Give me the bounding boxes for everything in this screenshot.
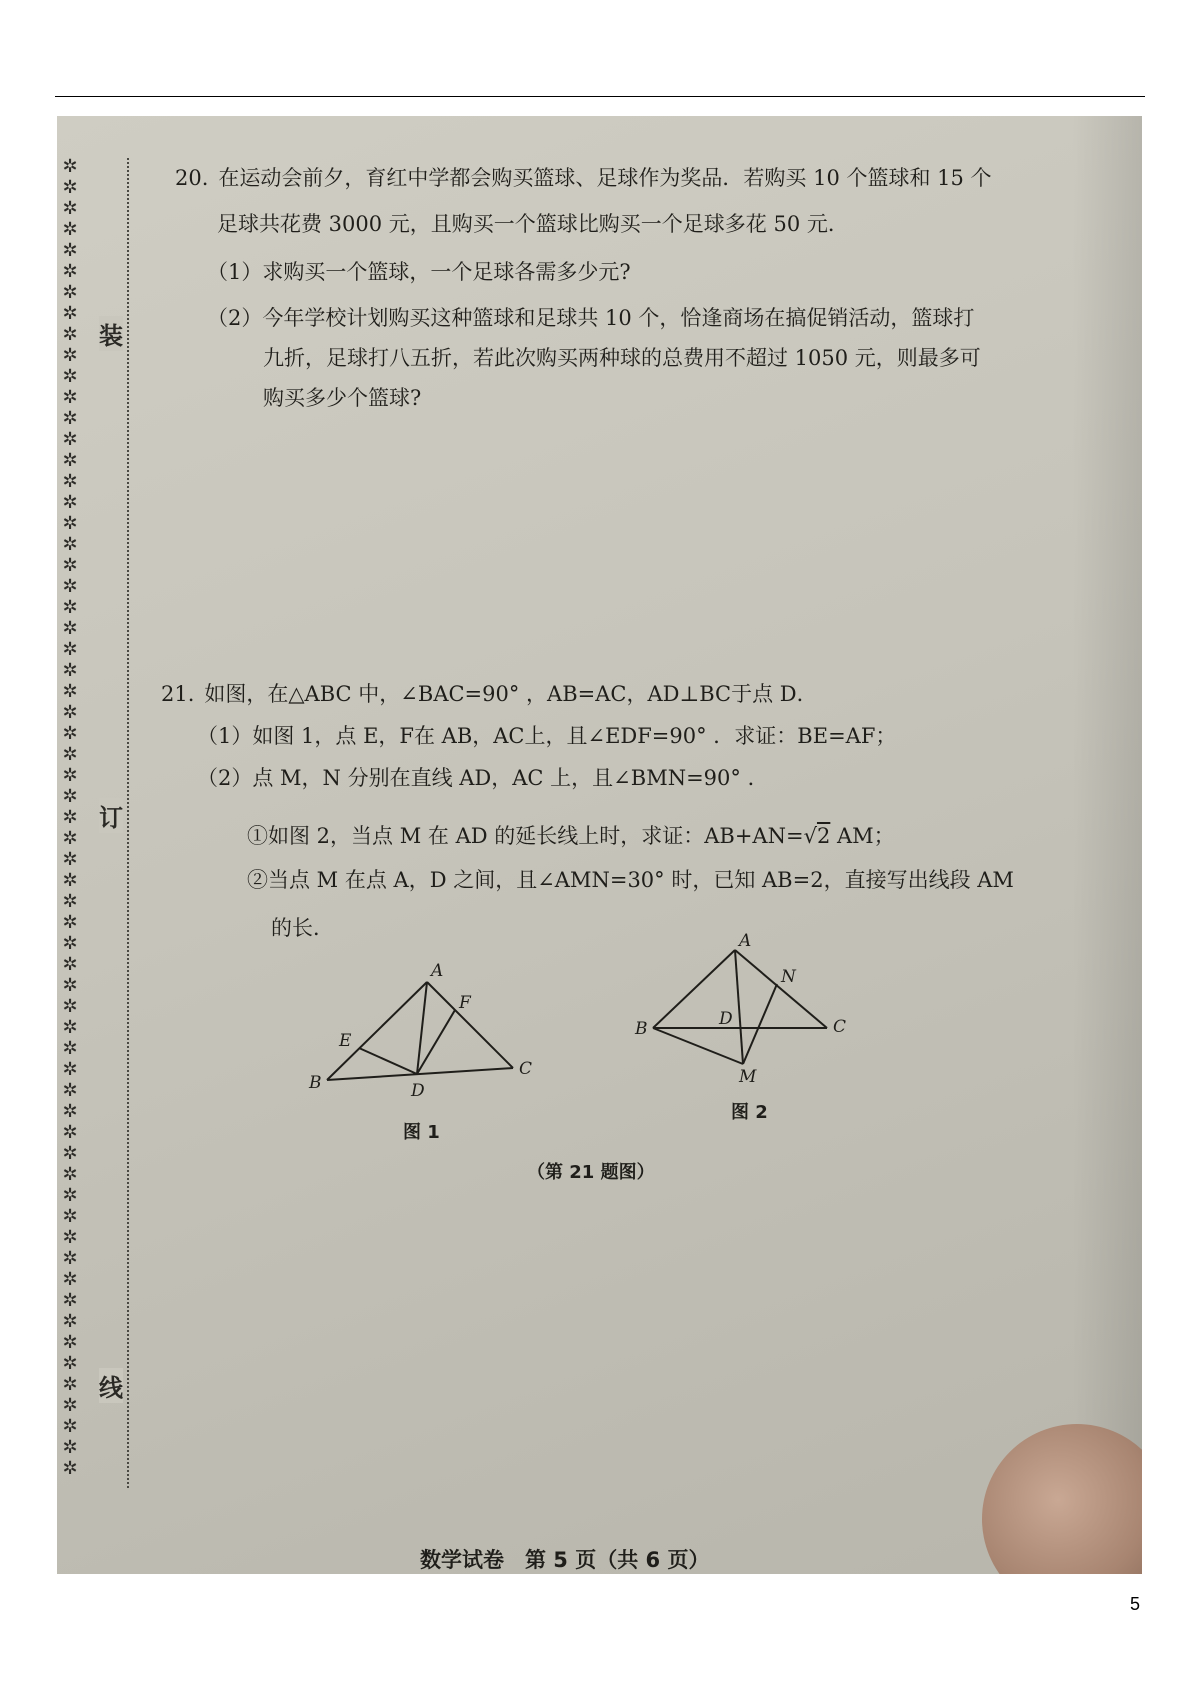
gear-ornament-icon: ✲ — [62, 1185, 78, 1206]
gear-ornament-icon: ✲ — [62, 828, 78, 849]
gear-ornament-icon: ✲ — [62, 219, 78, 240]
gear-ornament-icon: ✲ — [62, 429, 78, 450]
fig2-label-m: M — [739, 1067, 757, 1086]
binding-mark-xian: 线 — [99, 1368, 123, 1403]
fig2-label-d: D — [719, 1009, 733, 1029]
gear-ornament-icon: ✲ — [62, 1164, 78, 1185]
binding-mark-ding: 订 — [99, 798, 123, 833]
fig2-segment-bm — [653, 1028, 743, 1064]
gear-ornament-icon: ✲ — [62, 345, 78, 366]
gear-ornament-icon: ✲ — [62, 954, 78, 975]
gear-ornament-icon: ✲ — [62, 1374, 78, 1395]
q21-number: 21. — [161, 682, 195, 706]
gear-ornament-icon: ✲ — [62, 786, 78, 807]
gear-ornament-icon: ✲ — [62, 996, 78, 1017]
gear-ornament-icon: ✲ — [62, 1143, 78, 1164]
gear-ornament-icon: ✲ — [62, 681, 78, 702]
gear-ornament-icon: ✲ — [62, 912, 78, 933]
page-number: 5 — [1130, 1594, 1141, 1614]
q21-stem-text: 如图，在△ABC 中，∠BAC=90° ，AB=AC，AD⊥BC于点 D． — [204, 682, 818, 706]
q20-line1 — [175, 162, 992, 192]
figure-2 — [627, 926, 897, 1086]
gear-ornament-icon: ✲ — [62, 933, 78, 954]
gear-ornament-icon: ✲ — [62, 1038, 78, 1059]
gear-ornament-icon: ✲ — [62, 723, 78, 744]
gear-ornament-icon: ✲ — [62, 1227, 78, 1248]
gear-ornament-icon: ✲ — [62, 1332, 78, 1353]
q20-part1: （1）求购买一个篮球，一个足球各需多少元? — [207, 260, 631, 284]
q21-sub2-line2: 的长． — [271, 916, 334, 940]
gear-ornament-icon: ✲ — [62, 660, 78, 681]
gear-ornament-icon: ✲ — [62, 555, 78, 576]
sqrt-symbol: √ — [803, 824, 817, 848]
gear-ornament-icon: ✲ — [62, 366, 78, 387]
gear-ornament-icon: ✲ — [62, 891, 78, 912]
figure-2-caption: 图 2 — [731, 1102, 768, 1123]
fig1-label-d: D — [411, 1081, 425, 1101]
fig1-label-a: A — [431, 961, 444, 981]
fig2-label-a: A — [739, 931, 752, 951]
gear-ornament-icon: ✲ — [62, 870, 78, 891]
gear-ornament-icon: ✲ — [62, 156, 78, 177]
fig2-label-c: C — [833, 1017, 847, 1037]
gear-ornament-icon: ✲ — [62, 450, 78, 471]
gear-ornament-icon: ✲ — [62, 1080, 78, 1101]
q20-part2-line2: 九折，足球打八五折，若此次购买两种球的总费用不超过 1050 元，则最多可 — [263, 346, 981, 370]
gear-ornament-icon: ✲ — [62, 1416, 78, 1437]
gear-ornament-icon: ✲ — [62, 618, 78, 639]
gear-ornament-icon: ✲ — [62, 324, 78, 345]
gear-ornament-icon: ✲ — [62, 597, 78, 618]
gear-ornament-icon: ✲ — [62, 744, 78, 765]
gear-ornament-icon: ✲ — [62, 639, 78, 660]
gear-ornament-icon: ✲ — [62, 282, 78, 303]
exam-footer: 数学试卷 第 5 页（共 6 页） — [420, 1548, 710, 1572]
q20-text-1: 在运动会前夕，育红中学都会购买篮球、足球作为奖品．若购买 10 个篮球和 15 个 — [218, 166, 992, 190]
q20-part2-line1: （2）今年学校计划购买这种篮球和足球共 10 个，恰逢商场在搞促销活动，篮球打 — [207, 306, 975, 330]
sqrt-radicand: 2 — [816, 824, 831, 848]
gear-ornament-icon: ✲ — [62, 513, 78, 534]
gear-ornament-icon: ✲ — [62, 1290, 78, 1311]
fig1-label-c: C — [519, 1059, 533, 1079]
q20-part2-line3: 购买多少个篮球? — [263, 386, 422, 410]
gear-ornament-icon: ✲ — [62, 1353, 78, 1374]
fig1-label-f: F — [459, 993, 471, 1013]
top-rule — [55, 96, 1145, 97]
gear-ornament-icon: ✲ — [62, 1311, 78, 1332]
gear-ornament-icon: ✲ — [62, 387, 78, 408]
q20-line2: 足球共花费 3000 元，且购买一个篮球比购买一个足球多花 50 元． — [217, 212, 849, 236]
figure-1 — [297, 956, 577, 1106]
gear-ornament-icon: ✲ — [62, 1206, 78, 1227]
binding-dotted-line — [127, 158, 129, 1488]
q21-stem — [161, 678, 818, 708]
fig1-segment-ed — [359, 1048, 417, 1074]
fig2-segment-ac — [735, 950, 827, 1028]
q21-sub2-line1: ②当点 M 在点 A，D 之间，且∠AMN=30° 时，已知 AB=2，直接写出线段 AM — [247, 868, 1014, 892]
gear-ornament-icon: ✲ — [62, 1101, 78, 1122]
exam-photo — [57, 116, 1142, 1574]
figure-1-caption: 图 1 — [403, 1122, 440, 1143]
gear-ornament-icon: ✲ — [62, 807, 78, 828]
gear-ornament-icon: ✲ — [62, 492, 78, 513]
gear-ornament-icon: ✲ — [62, 1437, 78, 1458]
page-shadow — [1072, 116, 1142, 1574]
gear-ornament-icon: ✲ — [62, 975, 78, 996]
gear-ornament-icon: ✲ — [62, 1269, 78, 1290]
q21-sub1-prefix: ①如图 2，当点 M 在 AD 的延长线上时，求证：AB+AN= — [247, 824, 804, 848]
fig1-label-e: E — [339, 1031, 352, 1051]
q21-sub1-suffix: AM； — [830, 824, 895, 848]
gear-ornament-icon: ✲ — [62, 765, 78, 786]
gear-ornament-icon: ✲ — [62, 1122, 78, 1143]
q21-part2: （2）点 M，N 分别在直线 AD，AC 上，且∠BMN=90° ． — [197, 766, 769, 790]
question-21-figure-caption: （第 21 题图） — [527, 1162, 655, 1183]
gear-ornament-icon: ✲ — [62, 408, 78, 429]
gear-ornament-icon: ✲ — [62, 534, 78, 555]
fig2-segment-mn — [743, 984, 777, 1064]
q20-number: 20. — [175, 166, 209, 190]
gear-ornament-icon: ✲ — [62, 576, 78, 597]
q21-sub1 — [247, 820, 895, 850]
gear-ornament-icon: ✲ — [62, 177, 78, 198]
gear-ornament-icon: ✲ — [62, 1248, 78, 1269]
gear-ornament-icon: ✲ — [62, 702, 78, 723]
gear-ornament-icon: ✲ — [62, 303, 78, 324]
fig2-label-n: N — [781, 967, 796, 987]
fig2-label-b: B — [635, 1019, 648, 1039]
gear-ornament-icon: ✲ — [62, 198, 78, 219]
thumb — [982, 1424, 1142, 1574]
gear-ornament-icon: ✲ — [62, 261, 78, 282]
binding-ornament-strip — [57, 156, 83, 1476]
gear-ornament-icon: ✲ — [62, 1458, 78, 1476]
gear-ornament-icon: ✲ — [62, 1059, 78, 1080]
binding-mark-zhuang: 装 — [99, 316, 123, 351]
gear-ornament-icon: ✲ — [62, 471, 78, 492]
gear-ornament-icon: ✲ — [62, 240, 78, 261]
q21-part1: （1）如图 1，点 E，F在 AB，AC上，且∠EDF=90° ．求证：BE=AF； — [197, 724, 897, 748]
gear-ornament-icon: ✲ — [62, 1395, 78, 1416]
gear-ornament-icon: ✲ — [62, 849, 78, 870]
fig1-label-b: B — [309, 1073, 322, 1093]
gear-ornament-icon: ✲ — [62, 1017, 78, 1038]
fig2-segment-am — [735, 950, 743, 1064]
